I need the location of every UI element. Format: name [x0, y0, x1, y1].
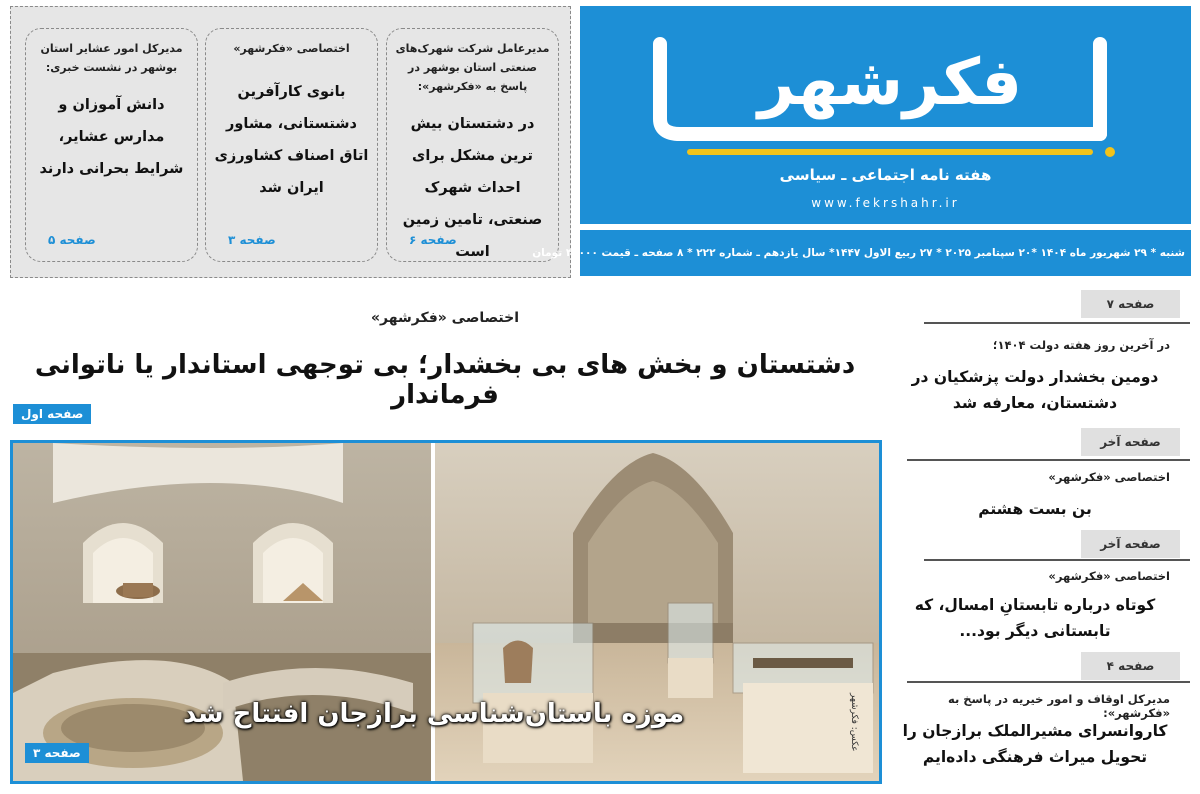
lead-page-tag[interactable]: صفحه اول: [13, 404, 91, 424]
sidebar-page-tag[interactable]: صفحه ۴: [1081, 652, 1180, 680]
photo-caption: موزه باستان‌شناسی برازجان افتتاح شد: [183, 699, 685, 729]
sidebar-headline[interactable]: کاروانسرای مشیرالملک برازجان را تحویل میراث فرهنگی داده‌ایم: [902, 722, 1168, 766]
sidebar-headline[interactable]: کوتاه درباره تابستانِ امسال، که تابستانی دیگر بود...: [914, 596, 1156, 640]
sidebar-divider: [924, 322, 1190, 324]
sidebar-divider: [907, 459, 1190, 461]
logo-text: فکرشهر: [758, 46, 1022, 120]
teaser-headline: در دشتستان بیش ترین مشکل برای احداث شهرک صنعتی، تامین زمین است: [402, 116, 543, 260]
teaser-page-ref[interactable]: صفحه ۵: [48, 233, 96, 247]
sidebar-page-tag[interactable]: صفحه ۷: [1081, 290, 1180, 318]
museum-photo-image: [13, 443, 879, 781]
teaser-page-ref[interactable]: صفحه ۳: [228, 233, 276, 247]
teaser-kicker: اختصاصی «فکرشهر»: [233, 42, 350, 55]
teaser-kicker: مدیرکل امور عشایر استان بوشهر در نشست خبری:: [40, 42, 183, 74]
sidebar-kicker: اختصاصی «فکرشهر»: [1048, 569, 1170, 583]
teaser-panel: [10, 6, 571, 278]
sidebar-headline[interactable]: بن بست هشتم: [978, 500, 1092, 518]
sidebar-page-tag[interactable]: صفحه آخر: [1081, 530, 1180, 558]
sidebar-divider: [907, 681, 1190, 683]
sidebar-kicker: اختصاصی «فکرشهر»: [1048, 470, 1170, 484]
teaser-card[interactable]: [386, 28, 559, 262]
teaser-card[interactable]: [205, 28, 378, 262]
masthead-website[interactable]: www.fekrshahr.ir: [811, 196, 960, 210]
dateline: شنبه * ۲۹ شهریور ماه ۱۴۰۴ *۲۰ سپتامبر ۲۰۲۵ * ۲۷ ربیع الاول ۱۴۴۷* سال یازدهم ـ شماره ۲۲۲ * ۸ صفحه ـ قیمت ۳۰۰۰۰ تومان: [580, 230, 1191, 276]
teaser-headline: دانش آموزان و مدارس عشایر، شرایط بحرانی دارند: [39, 97, 184, 177]
photo-page-tag[interactable]: صفحه ۳: [25, 743, 89, 763]
teaser-headline: بانوی کارآفرین دشتستانی، مشاور اتاق اصناف کشاورزی ایران شد: [214, 84, 369, 196]
sidebar-divider: [924, 559, 1190, 561]
photo-credit: عکس: فکرشهر: [849, 693, 859, 752]
masthead: [580, 6, 1191, 224]
teaser-kicker: مدیرعامل شرکت شهرک‌های صنعتی استان بوشهر در پاسخ به «فکرشهر»:: [395, 42, 550, 93]
museum-photo[interactable]: [13, 443, 879, 781]
lead-kicker: اختصاصی «فکرشهر»: [370, 310, 520, 326]
sidebar-headline[interactable]: دومین بخشدار دولت پزشکیان در دشتستان، معارفه شد: [911, 368, 1159, 412]
sidebar-kicker: مدیرکل اوقاف و امور خیریه در پاسخ به «فکرشهر»:: [947, 692, 1170, 720]
sidebar-page-tag[interactable]: صفحه آخر: [1081, 428, 1180, 456]
newspaper-logo[interactable]: [630, 24, 1150, 159]
lead-headline[interactable]: دشتستان و بخش های بی بخشدار؛ بی توجهی استاندار یا ناتوانی فرماندار: [34, 350, 856, 410]
sidebar-kicker: در آخرین روز هفته دولت ۱۴۰۴؛: [992, 338, 1170, 352]
masthead-tagline: هفته نامه اجتماعی ـ سیاسی: [779, 166, 992, 184]
teaser-card[interactable]: [25, 28, 198, 262]
lead-photo-frame: [10, 440, 882, 784]
teaser-page-ref[interactable]: صفحه ۶: [409, 233, 457, 247]
